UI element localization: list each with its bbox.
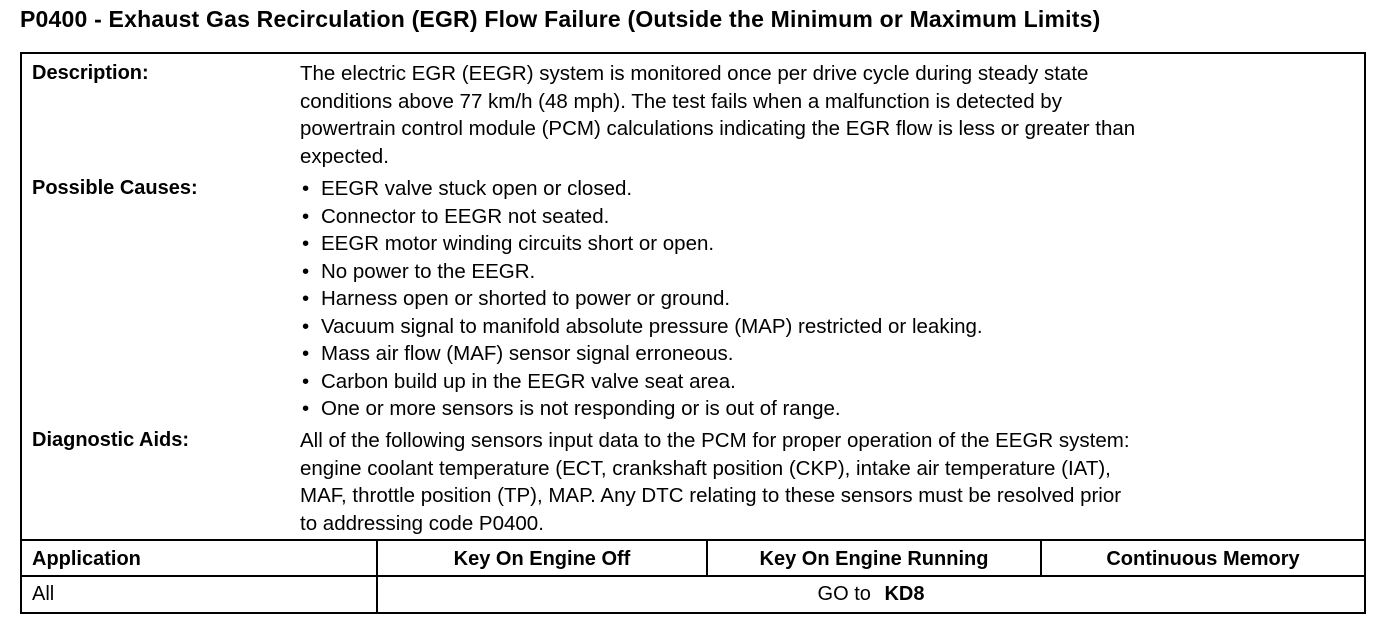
application-value: All bbox=[32, 583, 55, 605]
cause-item: • Carbon build up in the EEGR valve seat area. bbox=[300, 368, 1346, 396]
possible-causes-list bbox=[300, 175, 1346, 423]
dtc-info-box bbox=[20, 52, 1366, 614]
bullet-icon: • bbox=[302, 232, 310, 255]
cause-item: • No power to the EEGR. bbox=[300, 258, 1346, 286]
diagnostic-aids-line: engine coolant temperature (ECT, crankshaft position (CKP), intake air temperature (IAT), bbox=[300, 456, 1111, 480]
header-continuous-memory: Continuous Memory bbox=[1040, 541, 1364, 577]
description-line: The electric EGR (EEGR) system is monitored once per drive cycle during steady state bbox=[300, 62, 1089, 85]
bullet-icon: • bbox=[302, 204, 310, 228]
diagnostic-aids-line: All of the following sensors input data to the PCM for proper operation of the EEGR system: bbox=[300, 429, 1130, 452]
diagnostic-aids-line: MAF, throttle position (TP), MAP. Any DTC relating to these sensors must be resolved prior bbox=[300, 484, 1122, 507]
cause-item: • Vacuum signal to manifold absolute pressure (MAP) restricted or leaking. bbox=[300, 313, 1346, 341]
bullet-icon: • bbox=[302, 314, 310, 338]
page-title: P0400 - Exhaust Gas Recirculation (EGR) Flow Failure (Outside the Minimum or Maximum Limits) bbox=[20, 6, 1101, 32]
bullet-icon: • bbox=[302, 369, 310, 393]
bullet-icon: • bbox=[302, 259, 310, 283]
header-application: Application bbox=[22, 541, 376, 577]
description-line: powertrain control module (PCM) calculations indicating the EGR flow is less or greater than bbox=[300, 117, 1136, 140]
bullet-icon: • bbox=[302, 287, 310, 310]
go-to-action bbox=[376, 577, 1364, 612]
header-key-on-engine-running: Key On Engine Running bbox=[706, 541, 1040, 577]
cause-item: • EEGR motor winding circuits short or open. bbox=[300, 230, 1346, 258]
go-to-text: GO to bbox=[817, 583, 871, 605]
bullet-icon: • bbox=[302, 397, 310, 420]
dtc-details bbox=[22, 54, 1364, 539]
header-key-on-engine-off: Key On Engine Off bbox=[376, 541, 706, 577]
diagnostic-aids-text bbox=[300, 427, 1346, 537]
diagnostic-aids-label: Diagnostic Aids: bbox=[32, 429, 190, 451]
possible-causes-label: Possible Causes: bbox=[32, 177, 198, 199]
cause-item: • Mass air flow (MAF) sensor signal erroneous. bbox=[300, 340, 1346, 368]
description-line: conditions above 77 km/h (48 mph). The test fails when a malfunction is detected by bbox=[300, 89, 1062, 113]
cause-item: • EEGR valve stuck open or closed. bbox=[300, 175, 1346, 203]
cause-item: • Harness open or shorted to power or ground. bbox=[300, 285, 1346, 313]
bullet-icon: • bbox=[302, 342, 310, 365]
application-table bbox=[22, 539, 1364, 612]
go-to-code: KD8 bbox=[884, 583, 925, 605]
description-label: Description: bbox=[32, 62, 149, 84]
cause-item: • Connector to EEGR not seated. bbox=[300, 203, 1346, 231]
description-line: expected. bbox=[300, 144, 389, 168]
bullet-icon: • bbox=[302, 177, 310, 200]
diagnostic-aids-line: to addressing code P0400. bbox=[300, 511, 544, 535]
description-text bbox=[300, 60, 1346, 170]
cause-item: • One or more sensors is not responding or is out of range. bbox=[300, 395, 1346, 423]
